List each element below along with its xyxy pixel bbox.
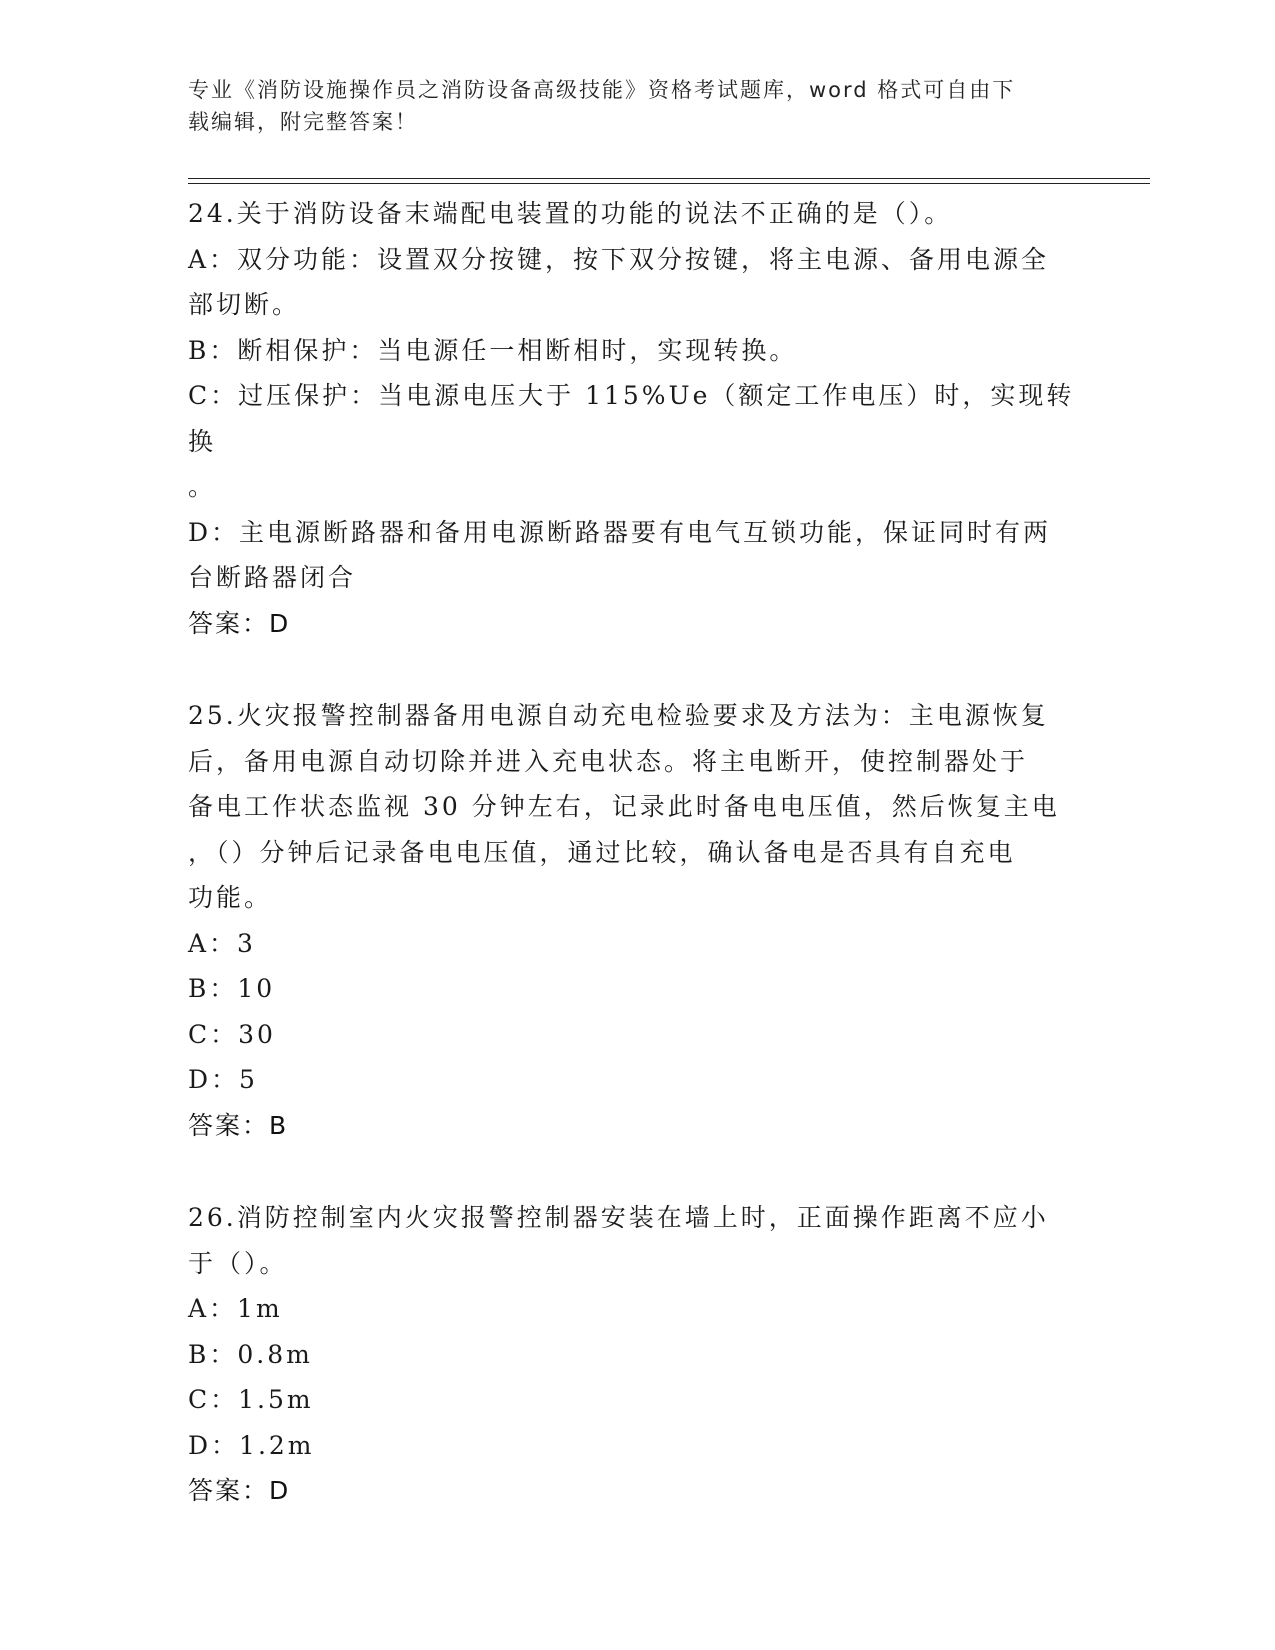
document-header: [188, 74, 1068, 138]
question-stem-line: 26.消防控制室内火灾报警控制器安装在墙上时，正面操作距离不应小: [188, 1203, 1049, 1232]
option-a: A：3: [188, 928, 256, 958]
option-line: D：主电源断路器和备用电源断路器要有电气互锁功能，保证同时有两: [188, 517, 1052, 547]
question-stem-line: 24.关于消防设备末端配电装置的功能的说法不正确的是（）。: [188, 199, 953, 228]
answer-label: 答案：D: [188, 608, 291, 638]
option-b: B：0.8m: [188, 1339, 313, 1369]
question-stem-line: ，（）分钟后记录备电电压值，通过比较，确认备电是否具有自充电: [188, 837, 1016, 867]
option-line: 。: [188, 472, 217, 501]
answer-label: 答案：D: [188, 1476, 291, 1505]
option-a: [188, 237, 1088, 328]
option-line: C：过压保护：当电源电压大于 115%Ue（额定工作电压）时，实现转换: [188, 381, 1075, 456]
option-line: 部切断。: [188, 290, 301, 319]
question-stem-line: 25.火灾报警控制器备用电源自动充电检验要求及方法为：主电源恢复: [188, 701, 1049, 730]
option-d: D：1.2m: [188, 1430, 315, 1460]
option-c: C：1.5m: [188, 1385, 314, 1414]
question-25: [188, 693, 1088, 1148]
question-stem-line: 后，备用电源自动切除并进入充电状态。将主电断开，使控制器处于: [188, 746, 1029, 776]
option-c: C：30: [188, 1019, 276, 1049]
header-rule: [188, 183, 1150, 184]
question-24: [188, 191, 1088, 646]
question-list: [188, 191, 1088, 1514]
option-line: B：断相保护：当电源任一相断相时，实现转换。: [188, 335, 798, 365]
question-stem-line: 于（）。: [188, 1248, 288, 1278]
question-26: [188, 1195, 1088, 1514]
header-rule: [188, 178, 1150, 179]
question-stem-line: 备电工作状态监视 30 分钟左右，记录此时备电电压值，然后恢复主电: [188, 792, 1060, 821]
option-c: [188, 373, 1088, 510]
option-b: B：10: [188, 974, 276, 1003]
header-line: 载编辑，附完整答案！: [188, 110, 418, 134]
option-line: 台断路器闭合: [188, 563, 357, 592]
option-b: [188, 328, 1088, 374]
answer-label: 答案：B: [188, 1110, 289, 1140]
question-stem-line: 功能。: [188, 883, 273, 912]
option-d: D：5: [188, 1065, 258, 1094]
option-d: [188, 510, 1088, 601]
header-line: 专业《消防设施操作员之消防设备高级技能》资格考试题库，word 格式可自由下: [188, 78, 1016, 102]
option-a: A：1m: [188, 1294, 283, 1323]
option-line: A：双分功能：设置双分按键，按下双分按键，将主电源、备用电源全: [188, 244, 1050, 274]
